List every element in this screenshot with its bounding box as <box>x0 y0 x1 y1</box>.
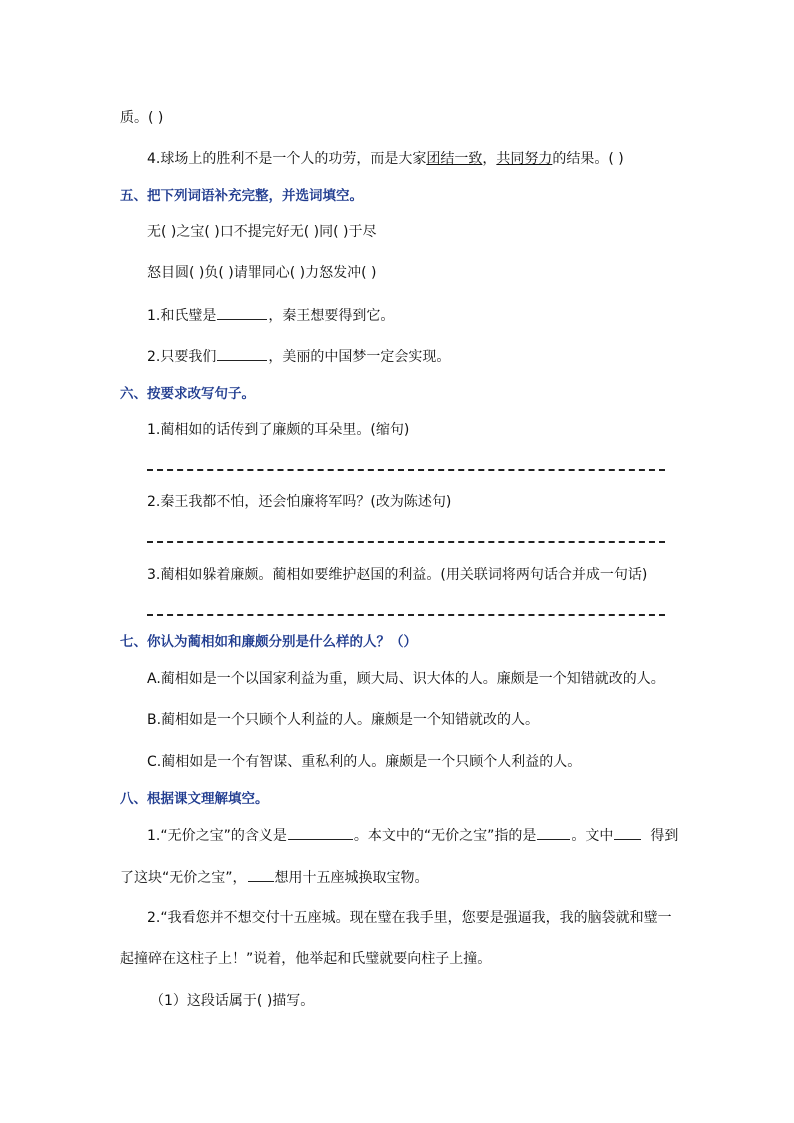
fill-blank[interactable] <box>537 825 570 840</box>
section-8-question-2-line-1: 2.“我看您并不想交付十五座城。现在璧在我手里，您要是强逼我，我的脑袋就和璧一 <box>147 910 672 926</box>
answer-line[interactable] <box>147 469 665 471</box>
section-5-question-1 <box>147 305 394 326</box>
fill-blank[interactable] <box>614 825 641 840</box>
answer-line[interactable] <box>147 614 665 616</box>
question-text: 1.和氏璧是 <box>147 308 217 324</box>
section-5-word-row-2: 怒目圆( )负( )请罪同心( )力怒发冲( ) <box>147 265 377 281</box>
section-8-question-1-line-1 <box>147 825 678 846</box>
option-a: A.蔺相如是一个以国家利益为重，顾大局、识大体的人。廉颇是一个知错就改的人。 <box>147 671 665 687</box>
question-text: 。文中 <box>571 828 614 844</box>
question-text: 1.“无价之宝”的含义是 <box>147 828 287 844</box>
question-4-part-a: 4.球场上的胜利不是一个人的功劳，而是大家 <box>147 151 427 167</box>
question-text: 。本文中的“无价之宝”指的是 <box>353 828 537 844</box>
section-8-subquestion-1: （1）这段话属于( )描写。 <box>150 993 315 1009</box>
fill-blank[interactable] <box>217 305 267 320</box>
question-text: 得到 <box>650 828 679 844</box>
section-7-heading: 七、你认为蔺相如和廉颇分别是什么样的人？（） <box>120 634 417 650</box>
section-6-question-3: 3.蔺相如躲着廉颇。蔺相如要维护赵国的利益。(用关联词将两句话合并成一句话) <box>147 567 648 583</box>
answer-line[interactable] <box>147 541 665 543</box>
section-5-question-2 <box>147 346 450 367</box>
section-5-heading: 五、把下列词语补充完整，并选词填空。 <box>120 188 363 204</box>
underlined-phrase-2: 共同努力 <box>496 151 553 167</box>
question-text: 2.只要我们 <box>147 349 217 365</box>
option-b: B.蔺相如是一个只顾个人利益的人。廉颇是一个知错就改的人。 <box>147 712 540 728</box>
section-6-heading: 六、按要求改写句子。 <box>120 386 255 402</box>
option-c: C.蔺相如是一个有智谋、重私利的人。廉颇是一个只顾个人利益的人。 <box>147 754 582 770</box>
continued-question-text: 质。( ) <box>120 110 164 126</box>
fill-blank[interactable] <box>288 825 353 840</box>
question-text: ，美丽的中国梦一定会实现。 <box>268 349 451 365</box>
question-4-part-e: 的结果。( ) <box>552 151 624 167</box>
question-text: 想用十五座城换取宝物。 <box>274 870 429 886</box>
section-5-word-row-1: 无( )之宝( )口不提完好无( )同( )于尽 <box>147 224 377 240</box>
question-4 <box>147 149 624 169</box>
question-4-comma: ， <box>482 151 497 167</box>
section-8-heading: 八、根据课文理解填空。 <box>120 791 269 807</box>
question-text: 了这块“无价之宝”， <box>120 870 247 886</box>
section-6-question-2: 2.秦王我都不怕，还会怕廉将军吗？(改为陈述句) <box>147 494 452 510</box>
section-6-question-1: 1.蔺相如的话传到了廉颇的耳朵里。(缩句) <box>147 422 410 438</box>
underlined-phrase-1: 团结一致 <box>426 151 483 167</box>
fill-blank[interactable] <box>248 867 274 882</box>
fill-blank[interactable] <box>217 346 267 361</box>
section-8-question-2-line-2: 起撞碎在这柱子上！”说着，他举起和氏璧就要向柱子上撞。 <box>120 951 492 967</box>
question-text: ，秦王想要得到它。 <box>268 308 395 324</box>
section-8-question-1-line-2 <box>120 867 429 888</box>
